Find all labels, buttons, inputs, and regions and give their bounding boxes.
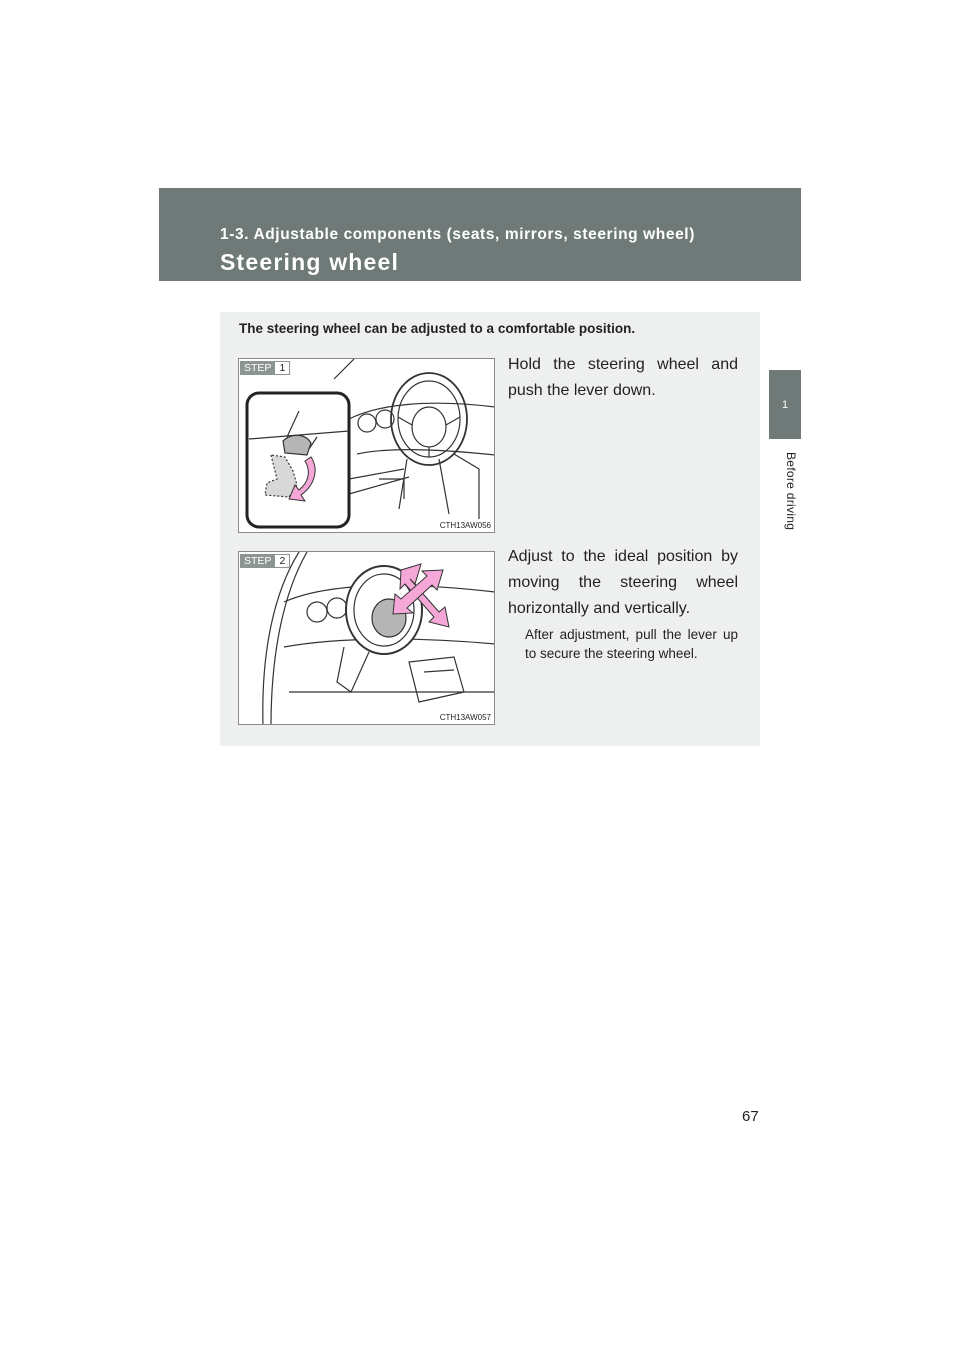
step-1-tag <box>240 361 290 375</box>
step-2-note: After adjustment, pull the lever up to secure the steering wheel. <box>525 627 738 661</box>
page-number: 67 <box>742 1108 759 1125</box>
step-2-text: Adjust to the ideal position by moving the steering wheel horizontally and vertically. <box>508 548 738 617</box>
page-title: Steering wheel <box>220 249 400 275</box>
chapter-number: 1 <box>781 398 789 411</box>
step-2-tag <box>240 554 290 568</box>
step-label: STEP <box>240 361 275 375</box>
step-label: STEP <box>240 554 275 568</box>
intro-text: The steering wheel can be adjusted to a comfortable position. <box>239 321 636 336</box>
steering-lever-drawing <box>239 359 495 533</box>
step-1-illustration <box>238 358 495 533</box>
step-number: 2 <box>275 554 290 568</box>
section-heading: 1-3. Adjustable components (seats, mirrors, steering wheel) <box>220 226 695 243</box>
chapter-tab[interactable] <box>769 370 801 439</box>
chapter-title: Before driving <box>784 452 798 531</box>
figure-code: CTH13AW056 <box>439 521 491 530</box>
step-number: 1 <box>275 361 290 375</box>
step-2-illustration <box>238 551 495 725</box>
figure-code: CTH13AW057 <box>439 713 491 722</box>
steering-adjust-drawing <box>239 552 495 725</box>
step-1-text: Hold the steering wheel and push the lever down. <box>508 356 738 399</box>
